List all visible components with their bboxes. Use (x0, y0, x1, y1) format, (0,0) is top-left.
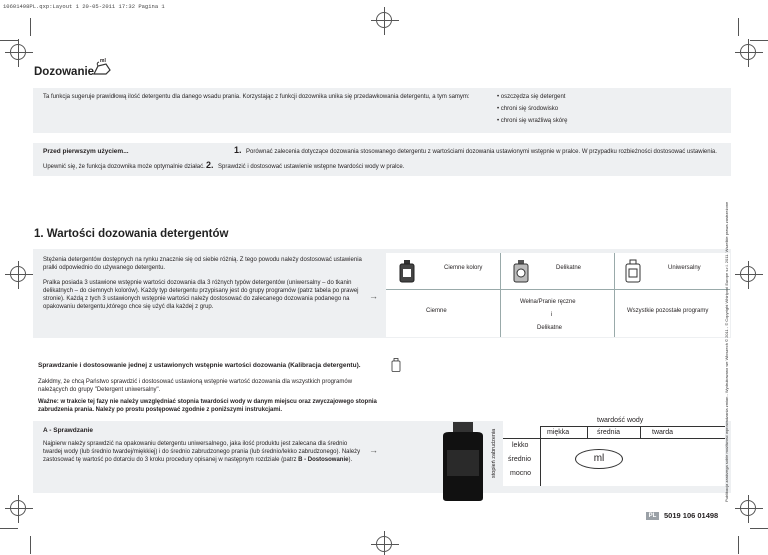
row-header: średnio (508, 456, 531, 463)
registration-mark-icon (740, 44, 756, 60)
table-border (587, 426, 588, 438)
table-axis-label: stopień zabrudzenia (491, 428, 497, 478)
table-divider (386, 289, 730, 290)
arrow-right-icon: → (369, 445, 378, 455)
dosage-highlight: ml (575, 449, 623, 469)
column-header: średnia (597, 429, 620, 436)
table-border (540, 426, 541, 486)
table-border (503, 438, 725, 439)
step-a-title: A - Sprawdzanie (43, 427, 93, 434)
delicate-bottle-icon (512, 259, 530, 283)
registration-mark-icon (10, 266, 26, 282)
benefit-item: • chroni się środowisko (497, 106, 559, 112)
print-header: 10601498PL.qxp:Layout 1 20-05-2011 17:32 Pagina 1 (3, 3, 165, 10)
arrow-right-icon: → (369, 291, 378, 301)
crop-mark (30, 536, 31, 554)
crop-mark (750, 528, 768, 529)
detergent-type-label: Uniwersalny (668, 265, 701, 271)
detergent-para: Stężenia detergentów dostępnych na rynku znacznie się od siebie różnią. Z tego powodu należy dostosować ustawienia pralki odpowiednio do używanego detergentu. (43, 257, 362, 272)
detergent-bottle-icon (437, 420, 489, 502)
registration-mark-icon (740, 266, 756, 282)
step-text: Porównać zalecenia dotyczące dozowania stosowanego detergentu z wartościami dozowania ustawionymi wstępnie w pralce. W przypadku rozbieżności dostosować ustawienia. (246, 149, 717, 155)
program-group: Delikatne (537, 325, 563, 331)
table-border (540, 426, 725, 427)
step-number: 1. (234, 145, 242, 155)
program-group: Wełna/Pranie ręczne (520, 299, 576, 305)
row-header: lekko (512, 442, 529, 449)
intro-text: Ta funkcja sugeruje prawidłową ilość detergentu dla danego wsadu prania. Korzystając z funkcji dozownika unika się przedawkowania detergentu, a tym samym: (43, 94, 470, 100)
dark-bottle-icon (398, 259, 416, 283)
calibration-warning: Ważne: w trakcie tej fazy nie należy uwzględniać stopnia twardości wody w danym miejscu oraz zwyczajowego stopnia zabrudzenia prania. Należy po prostu postępować zgodnie z poniższymi instrukcjami. (38, 399, 377, 414)
crop-mark (0, 528, 18, 529)
registration-mark-icon (740, 500, 756, 516)
registration-mark-icon (10, 500, 26, 516)
program-group: Ciemne (426, 308, 447, 314)
calibration-text: Zakłdmy, że chcą Państwo sprawdzić i dostosować ustawioną wstępnie wartość dozowania dla wszystkich programów należących do grupy "Detergent uniwersalny". (38, 379, 353, 394)
row-header: mocno (510, 470, 532, 477)
crop-mark (738, 536, 739, 554)
first-use-text: Upewnić się, że funkcja dozownika może optymalnie działać. (43, 164, 205, 170)
step-text: Sprawdzić i dostosować ustawienie wstępne twardości wody w pralce. (218, 164, 405, 170)
step-a-text: Najpierw należy sprawdzić na opakowaniu detergentu uniwersalnego, jaka ilość produktu jest zalecana dla średnio twardej wody (lub średnio twardej/miękkiej) i do średnio zabrudzonego prania (lub średnio/lekko zabrudzonego). Należy zastosować tę wartość po dotarciu do 3 kroku procedury opisanej w następnym rozdziale (patrz B - Dostosowanie). (43, 441, 361, 464)
detergent-type-label: Delikatne (556, 265, 582, 271)
column-header: miękka (547, 429, 570, 436)
table-border (640, 426, 641, 438)
bottle-icon (391, 358, 401, 372)
detergent-para: Pralka posiada 3 ustawione wstępnie wartości dozowania dla 3 różnych typów detergentów (uniwersalny – do tkanin delikatnych – do ciemnych kolorów). Każdy typ detergentu przypisany jest do grupy programów (patrz tabela po prawej stronie). Każdą z tych 3 ustawionych wstępnie wartości należy dostosować do zalecanego dozowania podanego na opakowaniu detergentu,którego chce się użyć dla każdej z grup. (43, 280, 359, 311)
copyright: Publikacja zastrzega sobie możliwość wprowadzania zmian - Wydrukowano we Włoszech © 2011 - © Copyright Whirlpool Europe s.r.l. 2011. Wszelkie prawa zastrzeżone (724, 201, 729, 502)
crop-mark (0, 40, 18, 41)
document-code: 5019 106 01498 (664, 511, 719, 520)
benefit-item: • chroni się wrażliwą skórę (497, 118, 568, 124)
crop-mark (30, 18, 31, 36)
table-header: twardość wody (597, 417, 644, 424)
step-number: 2. (206, 160, 214, 170)
crop-mark (750, 40, 768, 41)
first-use-title: Przed pierwszym użyciem... (43, 148, 129, 155)
registration-mark-icon (10, 44, 26, 60)
registration-mark-icon (376, 536, 392, 552)
detergent-type-label: Ciemne kolory (444, 265, 483, 271)
crop-mark (738, 18, 739, 36)
calibration-title: Sprawdzanie i dostosowanie jednej z ustawionych wstępnie wartości dozowania (Kalibracja detergentu). (38, 362, 361, 369)
program-group-conjunction: i (551, 312, 553, 318)
section-heading: 1. Wartości dozowania detergentów (34, 228, 229, 240)
dosage-icon-label: ml (100, 58, 106, 64)
page-title: Dozowanie (34, 66, 95, 78)
program-group: Wszystkie pozostałe programy (627, 308, 709, 314)
language-badge: PL (646, 512, 659, 520)
benefit-item: • oszczędza się detergent (497, 94, 566, 100)
table-divider (614, 253, 615, 337)
universal-bottle-icon (624, 259, 642, 283)
dosage-icon (92, 60, 112, 76)
column-header: twarda (652, 429, 674, 436)
table-divider (500, 253, 501, 337)
registration-mark-icon (376, 12, 392, 28)
